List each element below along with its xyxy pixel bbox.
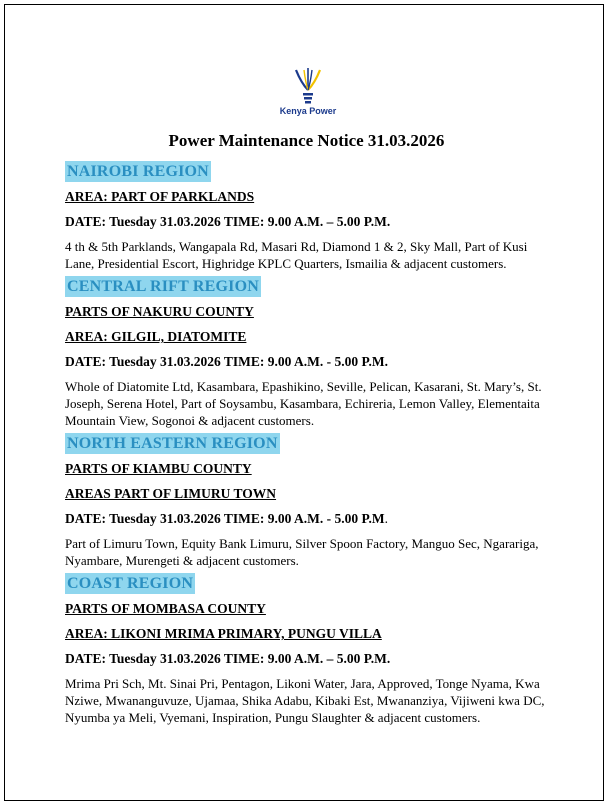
kenya-power-emblem-icon [290,66,326,106]
region-heading: CENTRAL RIFT REGION [67,278,259,295]
date-time-line: DATE: Tuesday 31.03.2026 TIME: 9.00 A.M. - 5.00 P.M. [65,354,389,369]
section-north-eastern [65,433,555,569]
kenya-power-logo [268,66,348,122]
page-title: Power Maintenance Notice 31.03.2026 [168,131,445,150]
logo-text: Kenya Power [279,106,337,116]
date-time-line [65,510,555,527]
region-heading: NAIROBI REGION [67,163,209,180]
county-heading: PARTS OF KIAMBU COUNTY [65,461,252,476]
date-time-line: DATE: Tuesday 31.03.2026 TIME: 9.00 A.M. – 5.00 P.M. [65,651,391,666]
county-heading: PARTS OF NAKURU COUNTY [65,304,254,319]
section-coast [65,573,555,726]
region-heading: NORTH EASTERN REGION [67,435,278,452]
area-heading: AREA: LIKONI MRIMA PRIMARY, PUNGU VILLA [65,626,382,641]
area-heading: AREAS PART OF LIMURU TOWN [65,486,277,501]
date-time-line: DATE: Tuesday 31.03.2026 TIME: 9.00 A.M. – 5.00 P.M. [65,214,391,229]
area-heading: AREA: PART OF PARKLANDS [65,189,255,204]
county-heading: PARTS OF MOMBASA COUNTY [65,601,266,616]
section-central-rift [65,276,555,429]
affected-areas-text: Whole of Diatomite Ltd, Kasambara, Epashikino, Seville, Pelican, Kasarani, St. Mary’s, St. Joseph, Serena Hotel, Part of Soysambu, Kasambara, Echireria, Lemon Valley, Elementaita Mountain View, Sogonoi & adjacent customers. [65,379,542,428]
region-heading: COAST REGION [67,575,194,592]
date-time-suffix: . [384,511,389,526]
affected-areas-text: Part of Limuru Town, Equity Bank Limuru, Silver Spoon Factory, Manguo Sec, Ngarariga, Nyambare, Murengeti & adjacent customers. [65,536,539,568]
area-heading: AREA: GILGIL, DIATOMITE [65,329,247,344]
date-time-text: DATE: Tuesday 31.03.2026 TIME: 9.00 A.M. - 5.00 P.M [65,511,385,526]
affected-areas-text: Mrima Pri Sch, Mt. Sinai Pri, Pentagon, Likoni Water, Jara, Approved, Tonge Nyama, Kwa Nziwe, Mwananguvuze, Ujamaa, Shika Adabu, Kibaki Est, Mwananziya, Vijiweni kwa DC, Nyumba ya Meli, Vyemani, Inspiration, Pungu Slaughter & adjacent customers. [65,676,545,725]
notice-content [65,161,555,726]
affected-areas-text: 4 th & 5th Parklands, Wangapala Rd, Masari Rd, Diamond 1 & 2, Sky Mall, Part of Kusi Lane, Presidential Escort, Highridge KPLC Quarters, Ismailia & adjacent customers. [65,239,528,271]
section-nairobi [65,161,555,272]
